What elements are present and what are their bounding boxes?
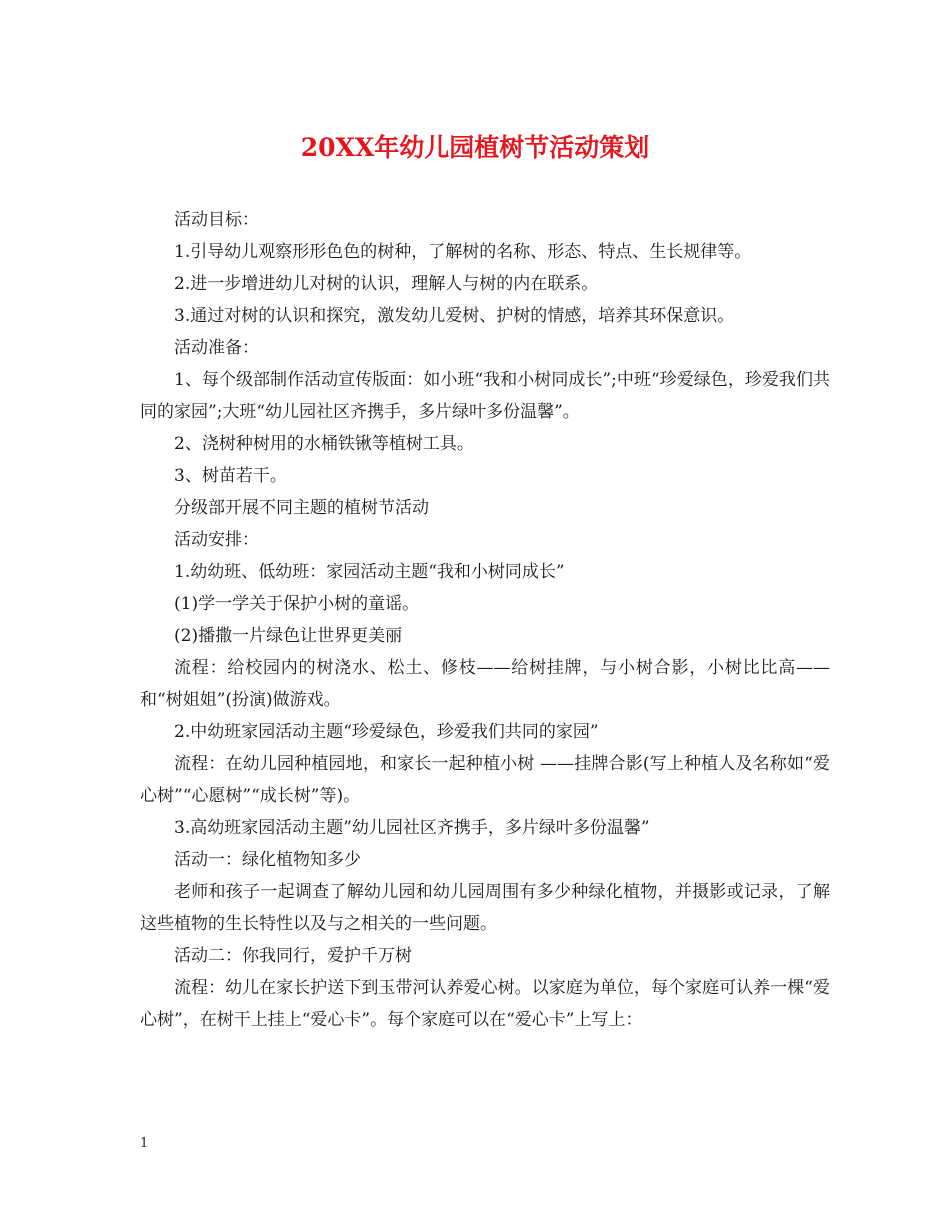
page-number: 1 <box>140 1136 149 1151</box>
paragraph: 流程：给校园内的树浇水、松土、修枝——给树挂牌，与小树合影，小树比比高——和“树姐姐”(扮演)做游戏。 <box>140 658 830 710</box>
paragraph: 2、浇树种树用的水桶铁锹等植树工具。 <box>174 434 474 454</box>
paragraph: 1.引导幼儿观察形形色色的树种，了解树的名称、形态、特点、生长规律等。 <box>174 242 752 262</box>
paragraph: (1)学一学关于保护小树的童谣。 <box>174 594 420 614</box>
paragraph: 3.通过对树的认识和探究，激发幼儿爱树、护树的情感，培养其环保意识。 <box>174 306 735 326</box>
paragraph: 2.中幼班家园活动主题“珍爱绿色，珍爱我们共同的家园” <box>174 722 599 742</box>
paragraph: 活动二：你我同行，爱护千万树 <box>174 946 412 966</box>
document-body <box>140 204 830 1036</box>
paragraph: (2)播撒一片绿色让世界更美丽 <box>174 626 403 646</box>
paragraph: 流程：幼儿在家长护送下到玉带河认养爱心树。以家庭为单位，每个家庭可认养一棵“爱心树”，在树干上挂上“爱心卡”。每个家庭可以在“爱心卡”上写上： <box>140 978 830 1030</box>
document-title: 20XX年幼儿园植树节活动策划 <box>300 133 650 162</box>
paragraph: 分级部开展不同主题的植树节活动 <box>174 498 429 518</box>
paragraph: 老师和孩子一起调查了解幼儿园和幼儿园周围有多少种绿化植物，并摄影或记录，了解这些植物的生长特性以及与之相关的一些问题。 <box>140 882 830 934</box>
paragraph: 流程：在幼儿园种植园地，和家长一起种植小树 ——挂牌合影(写上种植人及名称如“爱心树”“心愿树”“成长树”等)。 <box>140 754 830 806</box>
paragraph: 活动一：绿化植物知多少 <box>174 850 361 870</box>
paragraph: 活动安排： <box>174 530 259 550</box>
paragraph: 3.高幼班家园活动主题”幼儿园社区齐携手，多片绿叶多份温馨” <box>174 818 650 838</box>
paragraph: 活动准备： <box>174 338 259 358</box>
paragraph: 活动目标： <box>174 210 259 230</box>
paragraph: 1、每个级部制作活动宣传版面：如小班“我和小树同成长”;中班“珍爱绿色，珍爱我们共同的家园”;大班“幼儿园社区齐携手，多片绿叶多份温馨”。 <box>140 370 830 422</box>
paragraph: 1.幼幼班、低幼班：家园活动主题“我和小树同成长” <box>174 562 565 582</box>
paragraph: 2.进一步增进幼儿对树的认识，理解人与树的内在联系。 <box>174 274 599 294</box>
paragraph: 3、树苗若干。 <box>174 466 287 486</box>
